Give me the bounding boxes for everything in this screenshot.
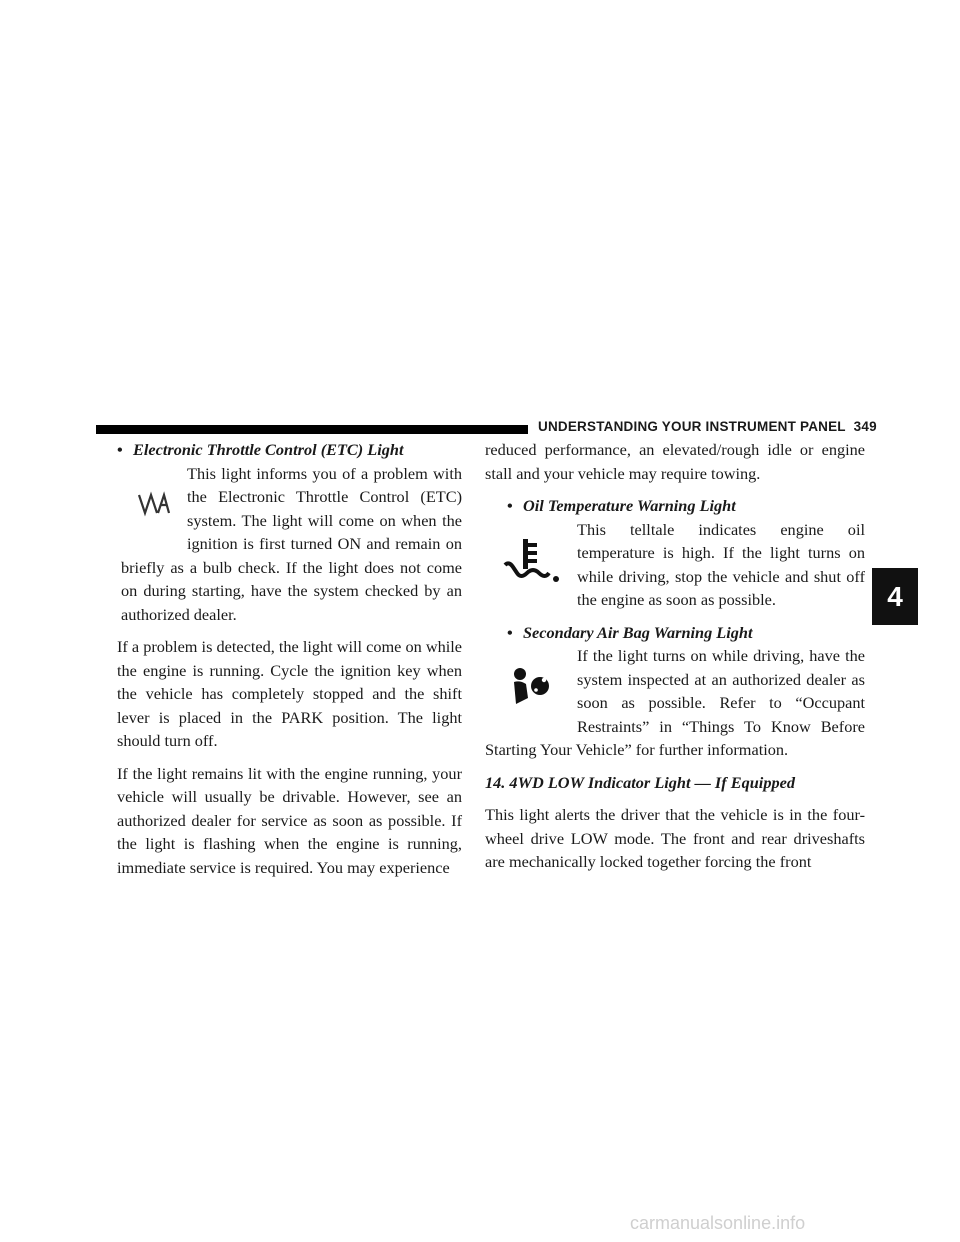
body-paragraph: If the light remains lit with the engine running, your vehicle will usually be drivable. However, see an authorized dealer for service as soon as possible. If the light is flashing when the engine is running, immediate service is required. You may experience bbox=[117, 763, 462, 877]
right-column bbox=[485, 438, 865, 874]
airbag-icon bbox=[485, 644, 577, 728]
bullet-dot: • bbox=[117, 440, 123, 459]
watermark: carmanualsonline.info bbox=[630, 1213, 806, 1233]
bullet-dot: • bbox=[507, 622, 513, 642]
oil-bullet-title bbox=[485, 494, 865, 518]
section-heading: 14. 4WD LOW Indicator Light — If Equipped bbox=[485, 772, 795, 792]
oil-entry bbox=[485, 518, 865, 612]
oil-temperature-icon bbox=[485, 518, 577, 602]
airbag-title: Secondary Air Bag Warning Light bbox=[523, 622, 753, 642]
header-rule bbox=[96, 425, 528, 434]
page-number: 349 bbox=[853, 419, 877, 434]
airbag-bullet-title bbox=[485, 621, 865, 645]
airbag-entry bbox=[485, 644, 865, 762]
etc-entry bbox=[117, 462, 462, 627]
throttle-control-icon bbox=[121, 462, 187, 546]
oil-text: This telltale indicates engine oil temperature is high. If the light turns on while driving, stop the vehicle and shut off the engine as soon as possible. bbox=[577, 519, 865, 609]
chapter-tab: 4 bbox=[872, 568, 918, 625]
section-paragraph: This light alerts the driver that the vehicle is in the four-wheel drive LOW mode. The front and rear driveshafts are mechanically locked together forcing the front bbox=[485, 805, 865, 871]
etc-text: This light informs you of a problem with the Electronic Throttle Control (ETC) system. The light will come on when the ignition is first turned ON and remain on briefly as a bulb check. If the light does not come on during starting, have the system checked by an authorized dealer. bbox=[121, 463, 462, 624]
header-title: UNDERSTANDING YOUR INSTRUMENT PANEL bbox=[538, 419, 846, 434]
oil-title: Oil Temperature Warning Light bbox=[523, 496, 736, 515]
etc-title: Electronic Throttle Control (ETC) Light bbox=[133, 440, 404, 459]
continuation-paragraph: reduced performance, an elevated/rough idle or engine stall and your vehicle may require towing. bbox=[485, 440, 865, 483]
bullet-dot: • bbox=[507, 496, 513, 515]
etc-bullet-title bbox=[117, 438, 462, 462]
body-paragraph: If a problem is detected, the light will come on while the engine is running. Cycle the ignition key when the vehicle has completely stopped and the shift lever is placed in the PARK position. The light should turn off. bbox=[117, 637, 462, 750]
airbag-text: If the light turns on while driving, have the system inspected at an authorized dealer as soon as possible. Refer to “Occupant Restraints” in “Things To Know Before Starting Your Vehicle” for further information. bbox=[485, 646, 865, 759]
running-header bbox=[538, 419, 877, 434]
left-column bbox=[117, 438, 462, 879]
